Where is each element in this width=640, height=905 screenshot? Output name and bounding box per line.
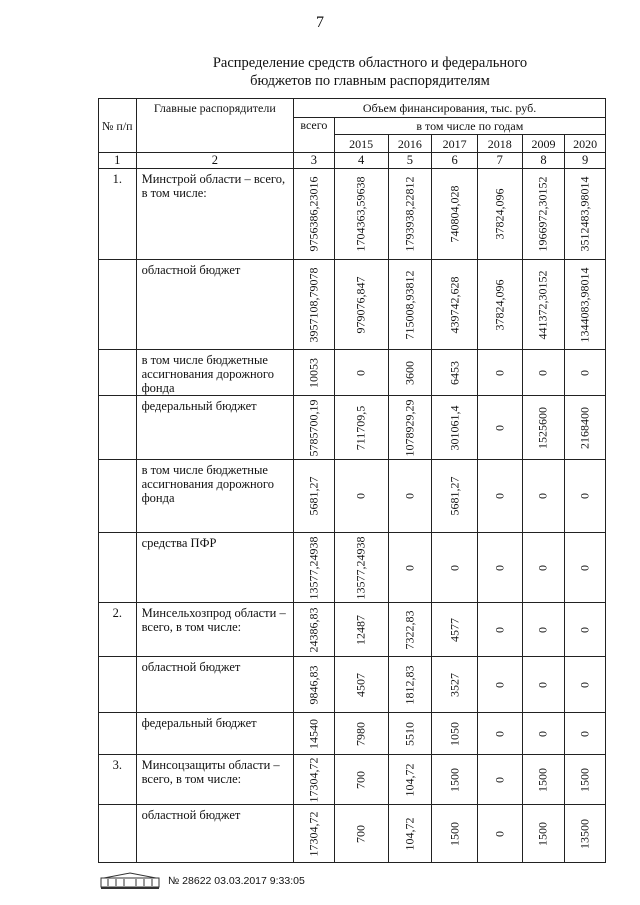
manager-name: Минстрой области – всего, в том числе: [136,169,293,260]
value-text: 1793938,22812 [402,176,417,252]
value-cell [432,169,478,260]
value-text: 0 [492,493,507,499]
value-text: 0 [535,493,550,499]
value-text: 439742,628 [447,276,462,333]
value-text: 3600 [402,360,417,385]
value-cell [432,533,478,603]
value-text: 1704363,59638 [353,176,368,252]
value-text: 0 [353,369,368,376]
row-index [99,805,137,863]
document-registration: № 28622 03.03.2017 9:33:05 [168,875,305,887]
value-cell [334,713,388,755]
value-text: 4577 [447,617,462,642]
value-cell [388,657,432,713]
value-cell [388,169,432,260]
manager-name: федеральный бюджет [136,713,293,755]
header-managers: Главные распорядители [136,99,293,153]
title-line-2: бюджетов по главным распорядителям [250,73,490,89]
value-cell [334,533,388,603]
value-cell [522,396,565,460]
value-cell [477,396,522,460]
value-cell [432,396,478,460]
value-cell [477,169,522,260]
value-text: 3957108,79078 [306,267,321,342]
value-cell [432,350,478,396]
value-cell [294,460,335,533]
value-cell [477,260,522,350]
value-text: 0 [402,564,417,571]
value-text: 715008,93812 [402,270,417,339]
row-index [99,260,137,350]
value-text: 0 [577,626,592,633]
value-text: 5510 [402,721,417,746]
header-total: всего [294,118,335,153]
value-text: 979076,847 [353,276,368,333]
value-text: 3527 [447,672,462,697]
value-cell [565,460,606,533]
row-index [99,460,137,533]
value-cell [334,657,388,713]
value-text: 0 [492,424,507,431]
col-number: 5 [388,153,432,169]
value-text: 0 [492,681,507,688]
row-index [99,396,137,460]
value-text: 0 [402,493,417,499]
value-text: 1966972,30152 [535,176,550,252]
value-text: 1812,83 [402,665,417,704]
value-cell [565,260,606,350]
value-cell [334,169,388,260]
value-text: 1500 [447,767,462,792]
table-row [99,396,606,460]
value-cell [432,260,478,350]
value-text: 104,72 [402,817,417,850]
value-text: 0 [535,564,550,571]
value-text: 0 [492,564,507,571]
table-row [99,169,606,260]
table-row [99,657,606,713]
manager-name: Минсоцзащиты области – всего, в том числе: [136,755,293,805]
value-text: 0 [535,681,550,688]
manager-name: областной бюджет [136,657,293,713]
value-text: 10053 [306,357,321,388]
table-row [99,260,606,350]
value-cell [334,260,388,350]
value-text: 17304,72 [306,811,321,856]
value-text: 0 [577,730,592,737]
value-cell [294,169,335,260]
value-text: 1050 [447,721,462,746]
value-cell [294,350,335,396]
col-number: 1 [99,153,137,169]
value-text: 1078929,29 [402,399,417,456]
value-cell [565,755,606,805]
value-text: 37824,096 [492,188,507,240]
value-text: 1500 [577,767,592,792]
value-text: 3512483,98014 [577,176,592,252]
value-text: 711709,5 [353,405,368,450]
header-year-2016: 2016 [388,135,432,153]
value-text: 0 [492,369,507,376]
table-row [99,603,606,657]
value-text: 14540 [306,718,321,749]
value-text: 37824,096 [492,279,507,330]
value-cell [294,805,335,863]
value-cell [565,396,606,460]
value-cell [432,460,478,533]
row-index [99,657,137,713]
value-cell [522,350,565,396]
value-cell [477,533,522,603]
value-cell [388,260,432,350]
row-index [99,533,137,603]
value-cell [565,350,606,396]
value-text: 0 [577,493,592,499]
value-cell [432,713,478,755]
value-cell [565,603,606,657]
row-index [99,350,137,396]
value-cell [388,396,432,460]
value-cell [522,713,565,755]
value-cell [565,805,606,863]
table-row [99,460,606,533]
value-cell [294,755,335,805]
header-year-2017: 2017 [432,135,478,153]
value-text: 5681,27 [306,476,321,516]
budget-table [98,98,606,863]
value-text: 13577,24938 [353,536,368,599]
manager-name: федеральный бюджет [136,396,293,460]
value-text: 1500 [535,767,550,792]
value-cell [294,603,335,657]
value-cell [334,755,388,805]
value-cell [294,657,335,713]
value-text: 2168400 [577,406,592,449]
title-line-1: Распределение средств областного и федерального [212,55,528,71]
value-cell [334,350,388,396]
value-text: 13577,24938 [306,536,321,599]
value-text: 1344083,98014 [577,267,592,342]
value-cell [432,755,478,805]
value-text: 700 [353,824,368,843]
value-cell [565,169,606,260]
value-cell [432,805,478,863]
table-row [99,755,606,805]
column-number-row [99,153,606,169]
value-cell [334,396,388,460]
value-cell [334,805,388,863]
value-cell [522,169,565,260]
header-year-2020: 2020 [565,135,606,153]
value-text: 6453 [447,360,462,385]
manager-name: областной бюджет [136,260,293,350]
col-number: 3 [294,153,335,169]
value-text: 104,72 [402,763,417,796]
value-text: 1500 [447,821,462,846]
manager-name: Минсельхозпрод области – всего, в том числе: [136,603,293,657]
value-cell [477,657,522,713]
value-cell [388,603,432,657]
footer [100,872,305,890]
value-cell [522,460,565,533]
value-cell [522,805,565,863]
page-number: 7 [316,14,324,31]
value-cell [334,460,388,533]
value-cell [522,755,565,805]
header-year-2009: 2009 [522,135,565,153]
document-title [150,54,590,90]
value-text: 0 [492,830,507,837]
value-text: 24386,83 [306,607,321,652]
value-text: 5785700,19 [306,399,321,456]
header-num: № п/п [99,99,137,153]
col-number: 8 [522,153,565,169]
table-row [99,805,606,863]
value-text: 1500 [535,821,550,846]
value-text: 0 [447,564,462,571]
value-cell [565,533,606,603]
value-cell [388,350,432,396]
value-text: 0 [535,730,550,737]
value-cell [432,657,478,713]
value-cell [294,260,335,350]
value-cell [522,657,565,713]
value-text: 0 [577,681,592,688]
value-cell [477,603,522,657]
value-cell [477,755,522,805]
value-cell [477,805,522,863]
value-cell [477,460,522,533]
manager-name: областной бюджет [136,805,293,863]
value-cell [388,460,432,533]
value-cell [477,713,522,755]
value-cell [388,713,432,755]
value-text: 7322,83 [402,610,417,649]
row-index: 1. [99,169,137,260]
row-index: 2. [99,603,137,657]
value-cell [388,755,432,805]
value-text: 7980 [353,721,368,746]
value-text: 0 [492,626,507,633]
value-text: 0 [492,776,507,783]
value-text: 0 [492,730,507,737]
manager-name: в том числе бюджетные ассигнования дорожного фонда [136,350,293,396]
value-cell [522,533,565,603]
col-number: 9 [565,153,606,169]
registry-stamp-icon [100,872,160,890]
value-text: 441372,30152 [535,270,550,339]
value-text: 1525600 [535,406,550,449]
table-row [99,350,606,396]
value-cell [565,713,606,755]
header-year-2018: 2018 [477,135,522,153]
value-cell [432,603,478,657]
col-number: 7 [477,153,522,169]
value-text: 301061,4 [447,405,462,450]
header-year-2015: 2015 [334,135,388,153]
value-text: 700 [353,770,368,789]
manager-name: в том числе бюджетные ассигнования дорожного фонда [136,460,293,533]
value-text: 0 [535,626,550,633]
value-cell [388,805,432,863]
value-text: 4507 [353,672,368,697]
value-cell [565,657,606,713]
value-text: 5681,27 [447,476,462,516]
value-text: 9846,83 [306,665,321,704]
value-text: 17304,72 [306,757,321,802]
value-cell [334,603,388,657]
value-cell [388,533,432,603]
value-text: 740804,028 [447,185,462,243]
col-number: 2 [136,153,293,169]
col-number: 4 [334,153,388,169]
value-cell [294,533,335,603]
value-cell [477,350,522,396]
value-text: 0 [535,369,550,376]
value-text: 13500 [577,818,592,849]
value-text: 12487 [353,614,368,645]
value-cell [522,603,565,657]
value-text: 9756386,23016 [306,176,321,252]
value-text: 0 [353,493,368,499]
value-cell [522,260,565,350]
header-funding: Объем финансирования, тыс. руб. [294,99,606,118]
table-row [99,713,606,755]
table-row [99,533,606,603]
row-index: 3. [99,755,137,805]
value-cell [294,713,335,755]
row-index [99,713,137,755]
value-text: 0 [577,369,592,376]
value-cell [294,396,335,460]
header-by-years: в том числе по годам [334,118,605,135]
value-text: 0 [577,564,592,571]
manager-name: средства ПФР [136,533,293,603]
col-number: 6 [432,153,478,169]
